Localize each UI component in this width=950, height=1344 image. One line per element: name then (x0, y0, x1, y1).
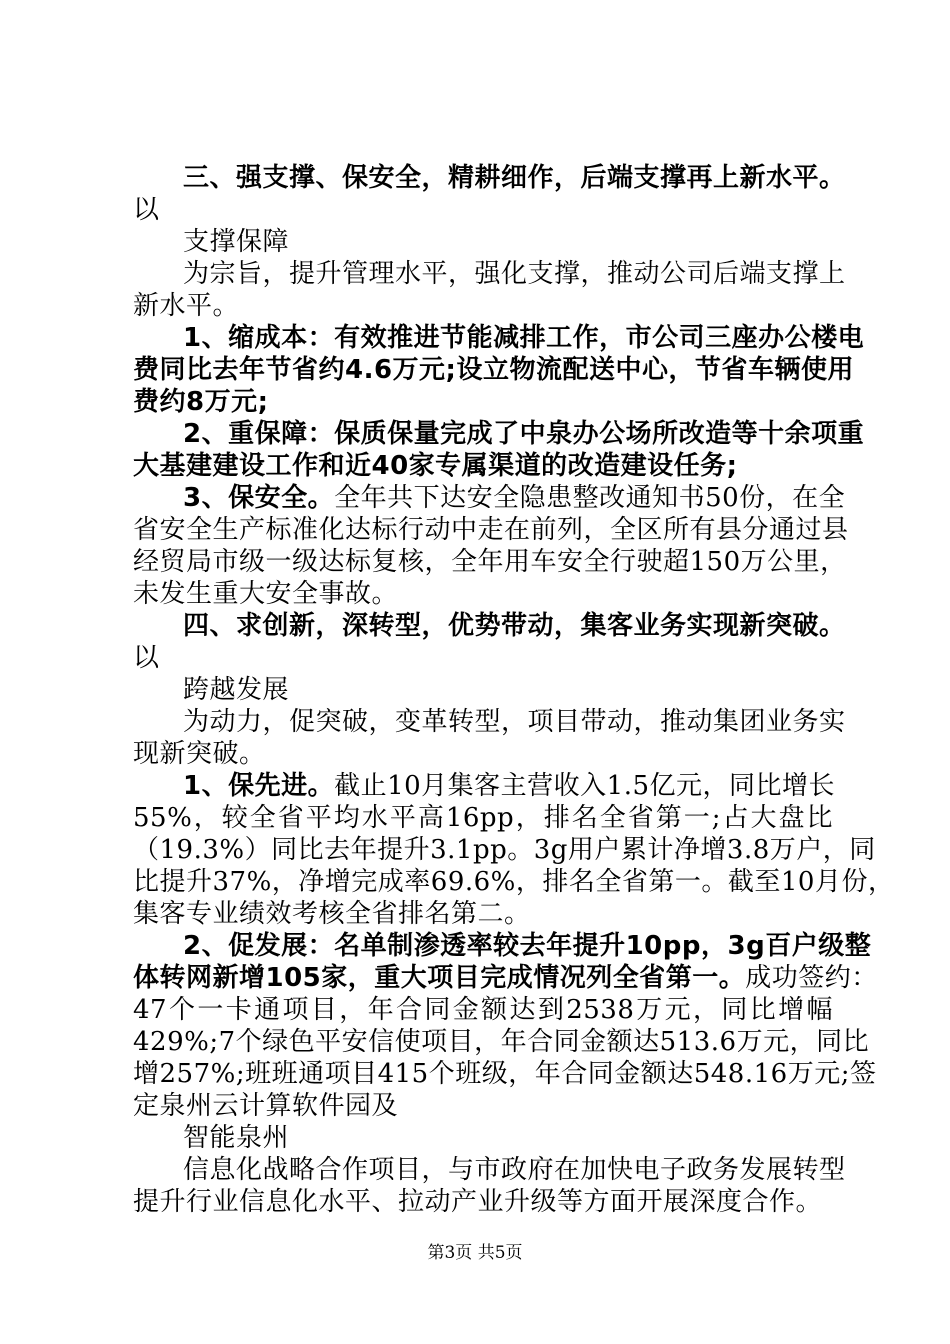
text-segment: 55%，较全省平均水平高16pp，排名全省第一;占大盘比 (133, 803, 833, 833)
paragraph-line (133, 354, 854, 386)
paragraph-line (133, 642, 833, 674)
paragraph-line (133, 674, 833, 706)
bold-text-segment: 三、强支撑、保安全，精耕细作，后端支撑再上新水平。 (183, 163, 846, 193)
paragraph-line (133, 834, 876, 866)
item-guarantee (133, 418, 865, 450)
paragraph-line (133, 994, 833, 1026)
paragraph-line (133, 226, 833, 258)
paragraph-line (133, 1058, 877, 1090)
bold-text-segment: 大基建建设工作和近40家专属渠道的改造建设任务; (133, 451, 738, 481)
paragraph-line (133, 866, 895, 898)
paragraph-line (133, 898, 833, 930)
text-segment: 以 (133, 195, 160, 225)
text-segment: 429%;7个绿色平安信使项目，年合同金额达513.6万元，同比 (133, 1027, 870, 1057)
bold-text-segment: 四、求创新，深转型，优势带动，集客业务实现新突破。 (183, 611, 846, 641)
paragraph-line (133, 514, 849, 546)
page-number-footer: 第3页 共5页 (427, 1243, 523, 1263)
paragraph-line (133, 1186, 833, 1218)
text-segment: 成功签约： (745, 963, 878, 993)
text-segment: 省安全生产标准化达标行动中走在前列，全区所有县分通过县 (133, 515, 849, 545)
bold-text-segment: 3、保安全。 (183, 483, 335, 513)
paragraph-line (133, 578, 833, 610)
bold-text-segment: 体转网新增105家，重大项目完成情况列全省第一。 (133, 963, 746, 993)
item-cost-reduction (133, 322, 865, 354)
paragraph-line (133, 738, 833, 770)
text-segment: 定泉州云计算软件园及 (133, 1091, 399, 1121)
text-segment: 经贸局市级一级达标复核，全年用车安全行驶超150万公里， (133, 547, 847, 577)
text-segment: 为宗旨，提升管理水平，强化支撑，推动公司后端支撑上 (183, 259, 846, 289)
paragraph-line (133, 1122, 833, 1154)
paragraph-line (133, 1090, 833, 1122)
text-segment: 增257%;班班通项目415个班级，年合同金额达548.16万元;签 (133, 1059, 877, 1089)
bold-text-segment: 1、缩成本：有效推进节能减排工作，市公司三座办公楼电 (183, 323, 865, 353)
bold-text-segment: 费约8万元; (133, 387, 269, 417)
text-segment: 信息化战略合作项目，与市政府在加快电子政务发展转型 (183, 1155, 846, 1185)
paragraph-line (133, 546, 847, 578)
paragraph-line (133, 290, 833, 322)
paragraph-line (133, 962, 878, 994)
paragraph-line (133, 194, 833, 226)
text-segment: 未发生重大安全事故。 (133, 579, 399, 609)
text-segment: 比提升37%，净增完成率69.6%，排名全省第一。截至10月份， (133, 867, 895, 897)
text-segment: 提升行业信息化水平、拉动产业升级等方面开展深度合作。 (133, 1187, 823, 1217)
bold-text-segment: 2、促发展：名单制渗透率较去年提升10pp，3g百户级整 (183, 931, 872, 961)
section-heading-4 (133, 610, 846, 642)
paragraph-line (133, 1026, 870, 1058)
text-segment: 集客专业绩效考核全省排名第二。 (133, 899, 531, 929)
item-safety (133, 482, 846, 514)
text-segment: 智能泉州 (183, 1123, 290, 1153)
paragraph-line (133, 450, 833, 482)
bold-text-segment: 费同比去年节省约4.6万元;设立物流配送中心，节省车辆使用 (133, 355, 854, 385)
text-segment: 为动力，促突破，变革转型，项目带动，推动集团业务实 (183, 707, 846, 737)
bold-text-segment: 1、保先进。 (183, 771, 335, 801)
text-segment: （19.3%）同比去年提升3.1pp。3g用户累计净增3.8万户，同 (133, 835, 876, 865)
paragraph-line (133, 1154, 846, 1186)
text-segment: 现新突破。 (133, 739, 266, 769)
document-body (133, 162, 895, 1218)
item-advanced (133, 770, 836, 802)
paragraph-line (133, 802, 833, 834)
text-segment: 跨越发展 (183, 675, 290, 705)
paragraph-line (133, 386, 833, 418)
paragraph-line (133, 706, 846, 738)
bold-text-segment: 2、重保障：保质保量完成了中泉办公场所改造等十余项重 (183, 419, 865, 449)
text-segment: 全年共下达安全隐患整改通知书50份，在全 (334, 483, 846, 513)
item-development (133, 930, 872, 962)
paragraph-line (133, 258, 846, 290)
text-segment: 以 (133, 643, 160, 673)
section-heading-3 (133, 162, 846, 194)
text-segment: 新水平。 (133, 291, 240, 321)
text-segment: 截止10月集客主营收入1.5亿元，同比增长 (334, 771, 836, 801)
text-segment: 支撑保障 (183, 227, 290, 257)
text-segment: 47个一卡通项目，年合同金额达到2538万元，同比增幅 (133, 995, 833, 1025)
